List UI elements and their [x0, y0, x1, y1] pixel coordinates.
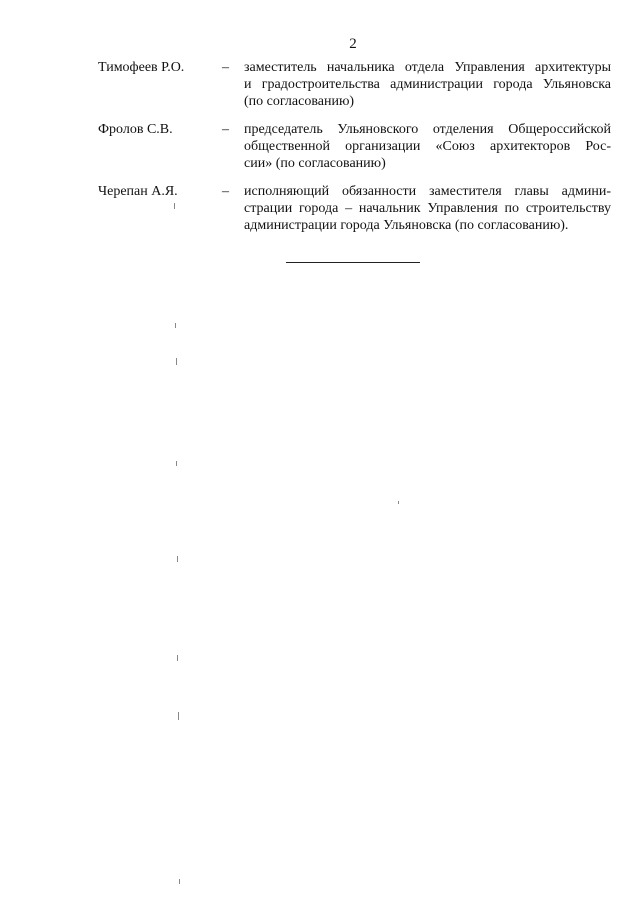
member-name: Тимофеев Р.О.: [98, 60, 185, 75]
scan-speck: [176, 461, 177, 466]
role-line: заместитель начальника отдела Управления архитектуры: [244, 60, 611, 75]
separator-dash: –: [222, 122, 229, 137]
scan-speck: [175, 323, 176, 328]
page-number: 2: [349, 36, 357, 52]
scan-speck: [178, 712, 179, 720]
scan-speck: [176, 358, 177, 365]
role-line: страции города – начальник Управления по строительству: [244, 201, 611, 216]
member-name: Черепан А.Я.: [98, 184, 178, 199]
scan-speck: [398, 501, 399, 504]
scan-speck: [174, 203, 175, 209]
scan-speck: [177, 556, 178, 562]
role-line: сии» (по согласованию): [244, 156, 386, 171]
closing-divider: [286, 262, 420, 263]
member-role: [244, 183, 611, 234]
role-line: председатель Ульяновского отделения Общероссийской: [244, 122, 611, 137]
member-role: [244, 121, 611, 172]
list-item: [0, 59, 640, 110]
role-line: (по согласованию): [244, 94, 355, 109]
role-line: исполняющий обязанности заместителя главы админи-: [244, 184, 611, 199]
separator-dash: –: [222, 184, 229, 199]
role-line: администрации города Ульяновска (по согласованию).: [244, 218, 569, 233]
scan-speck: [179, 879, 180, 884]
scan-speck: [177, 655, 178, 661]
member-name: Фролов С.В.: [98, 122, 173, 137]
role-line: общественной организации «Союз архитекторов Рос-: [244, 139, 611, 154]
member-list: [0, 59, 640, 245]
list-item: [0, 121, 640, 172]
role-line: и градостроительства администрации города Ульяновска: [244, 77, 611, 92]
member-role: [244, 59, 611, 110]
separator-dash: –: [222, 60, 229, 75]
list-item: [0, 183, 640, 234]
